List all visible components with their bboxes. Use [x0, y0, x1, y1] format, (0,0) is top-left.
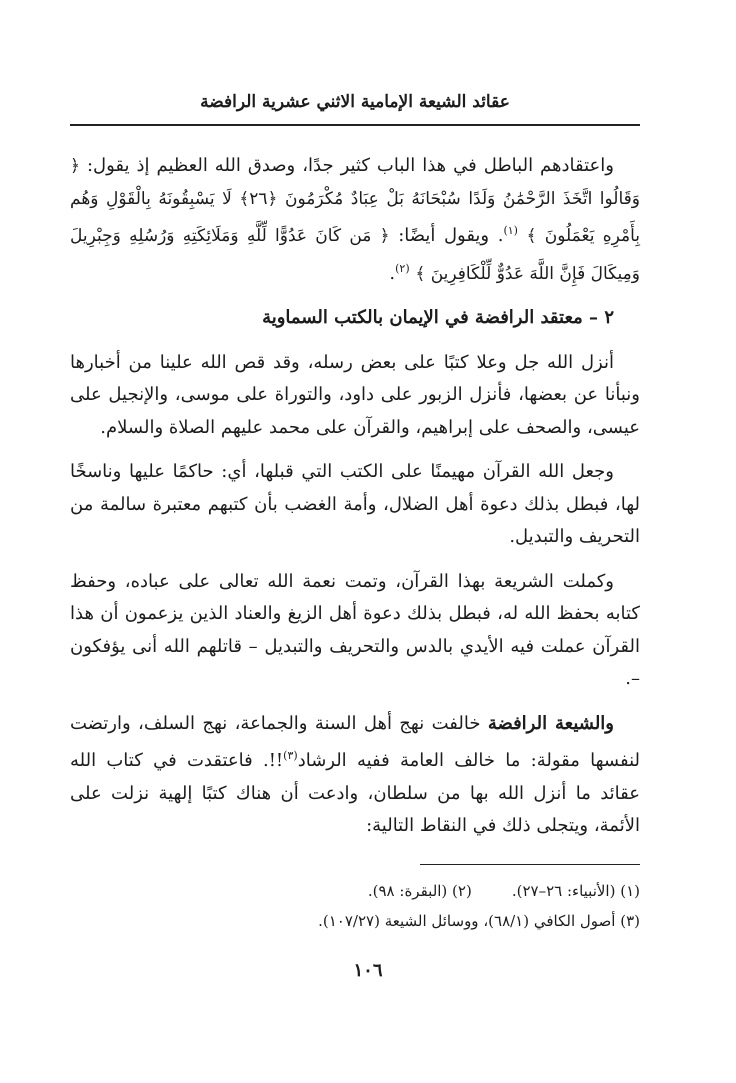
footnotes — [70, 876, 640, 936]
footnote-marker-2: (٢) — [395, 261, 410, 275]
header-divider — [70, 124, 640, 126]
running-header: عقائد الشيعة الإمامية الاثني عشرية الرافضة — [200, 92, 510, 112]
footnote-marker-1: (١) — [503, 224, 518, 237]
body-text — [70, 150, 640, 843]
paragraph-1-end: . — [389, 262, 396, 284]
footnote-3: (٣) أصول الكافي (٦٨/١)، ووسائل الشيعة (١٠٧/٢٧). — [318, 912, 640, 930]
paragraph-5 — [70, 708, 640, 843]
page-number: ١٠٦ — [353, 960, 383, 981]
paragraph-4: وكملت الشريعة بهذا القرآن، وتمت نعمة الله تعالى على عباده، وحفظ كتابه بحفظ الله له، فبطل بذلك دعوة أهل الزيغ والعناد الذين يزعمون أن هذا القرآن عملت فيه الأيدي بالدس والتحريف والتبديل – قاتلهم الله أنى يؤفكون –. — [70, 570, 640, 689]
footnote-divider — [420, 864, 640, 865]
paragraph-5-part-b: !!. فاعتقدت في كتاب الله عقائد ما أنزل الله بها من سلطان، وادعت أن هناك كتبًا إلهية نزلت على الأئمة، ويتجلى ذلك في النقاط التالية: — [70, 750, 640, 836]
paragraph-3: وجعل الله القرآن مهيمنًا على الكتب التي قبلها، أي: حاكمًا عليها وناسخًا لها، فبطل بذلك دعوة أهل الضلال، وأمة الغضب بأن كتبهم معتبرة سالمة من التحريف والتبديل. — [70, 461, 640, 547]
quran-verse-1: ﴿ وَقَالُوا اتَّخَذَ الرَّحْمَٰنُ وَلَدًا سُبْحَانَهُ بَلْ عِبَادٌ مُكْرَمُونَ ﴿٢٦﴾ لَا يَسْبِقُونَهُ بِالْقَوْلِ وَهُم بِأَمْرِهِ يَعْمَلُونَ ﴾ — [70, 156, 641, 246]
paragraph-5-part-a: خالفت نهج أهل السنة والجماعة، نهج السلف، وارتضت لنفسها مقولة: ما خالف العامة ففيه الرشاد — [70, 712, 641, 771]
footnote-2: (٢) (البقرة: ٩٨). — [367, 882, 472, 900]
section-heading: ٢ – معتقد الرافضة في الإيمان بالكتب السماوية — [262, 307, 614, 328]
paragraph-1-intro: واعتقادهم الباطل في هذا الباب كثير جدًا، وصدق الله العظيم إذ يقول: — [86, 155, 614, 176]
paragraph-2: أنزل الله جل وعلا كتبًا على بعض رسله، وقد قص الله علينا من أخبارها ونبأنا عن بعضها، فأنزل الزبور على داود، والتوراة على موسى، والإنجيل على عيسى، والصحف على إبراهيم، والقرآن على محمد عليهم الصلاة والسلام. — [70, 351, 640, 438]
footnote-1: (١) (الأنبياء: ٢٦–٢٧). — [511, 882, 640, 900]
quran-verse-2: ﴿ مَن كَانَ عَدُوًّا لِّلَّهِ وَمَلَائِكَتِهِ وَرُسُلِهِ وَجِبْرِيلَ وَمِيكَالَ فَإِنَّ اللَّهَ عَدُوٌّ لِّلْكَافِرِينَ ﴾ — [70, 226, 640, 284]
footnote-marker-3: (٣) — [283, 749, 298, 762]
paragraph-1 — [70, 150, 640, 290]
paragraph-1-middle: . ويقول أيضًا: — [398, 225, 504, 246]
paragraph-5-term: والشيعة الرافضة — [487, 712, 614, 734]
footnote-row-2 — [70, 906, 640, 936]
footnote-row-1 — [70, 876, 640, 906]
